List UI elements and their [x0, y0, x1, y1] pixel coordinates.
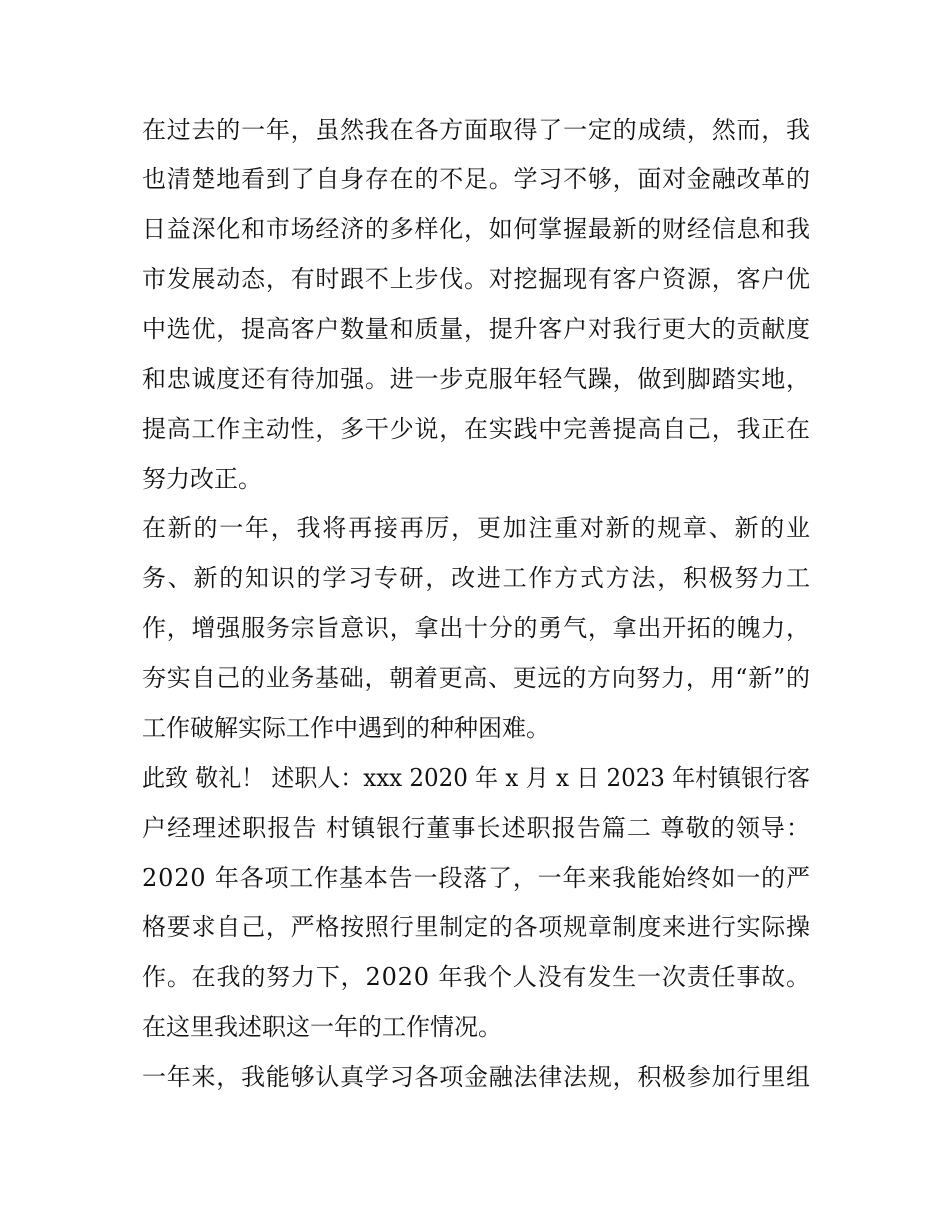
text-line: 务、新的知识的学习专研，改进工作方式方法，积极努力工: [142, 564, 812, 592]
text-line: 日益深化和市场经济的多样化，如何掌握最新的财经信息和我: [142, 215, 811, 243]
text-line: 和忠诚度还有待加强。进一步克服年轻气躁，做到脚踏实地，: [142, 365, 811, 393]
text-line: 在新的一年，我将再接再厉，更加注重对新的规章、新的业: [142, 514, 812, 542]
text-line: 提高工作主动性，多干少说，在实践中完善提高自己，我正在: [142, 415, 811, 443]
text-line: 也清楚地看到了自身存在的不足。学习不够，面对金融改革的: [142, 165, 811, 193]
text-line: 中选优，提高客户数量和质量，提升客户对我行更大的贡献度: [142, 315, 811, 343]
text-line: 努力改正。: [142, 465, 262, 493]
text-line: 作。在我的努力下，2020 年我个人没有发生一次责任事故。: [142, 963, 811, 991]
text-line: 2020 年各项工作基本告一段落了，一年来我能始终如一的严: [142, 864, 811, 892]
text-line: 户经理述职报告 村镇银行董事长述职报告篇二 尊敬的领导：: [142, 814, 812, 842]
text-line: 此致 敬礼！ 述职人：xxx 2020 年 x 月 x 日 2023 年村镇银行客: [142, 764, 810, 792]
text-line: 作，增强服务宗旨意识，拿出十分的勇气，拿出开拓的魄力，: [142, 614, 811, 642]
text-line: 在过去的一年，虽然我在各方面取得了一定的成绩，然而，我: [142, 116, 811, 144]
text-line: 在这里我述职这一年的工作情况。: [142, 1013, 502, 1041]
text-line: 工作破解实际工作中遇到的种种困难。: [142, 714, 550, 742]
text-line: 一年来，我能够认真学习各项金融法律法规，积极参加行里组: [142, 1063, 811, 1091]
text-line: 夯实自己的业务基础，朝着更高、更远的方向努力，用“新”的: [142, 664, 811, 692]
text-line: 格要求自己，严格按照行里制定的各项规章制度来进行实际操: [142, 913, 811, 941]
text-line: 市发展动态，有时跟不上步伐。对挖掘现有客户资源，客户优: [142, 265, 811, 293]
